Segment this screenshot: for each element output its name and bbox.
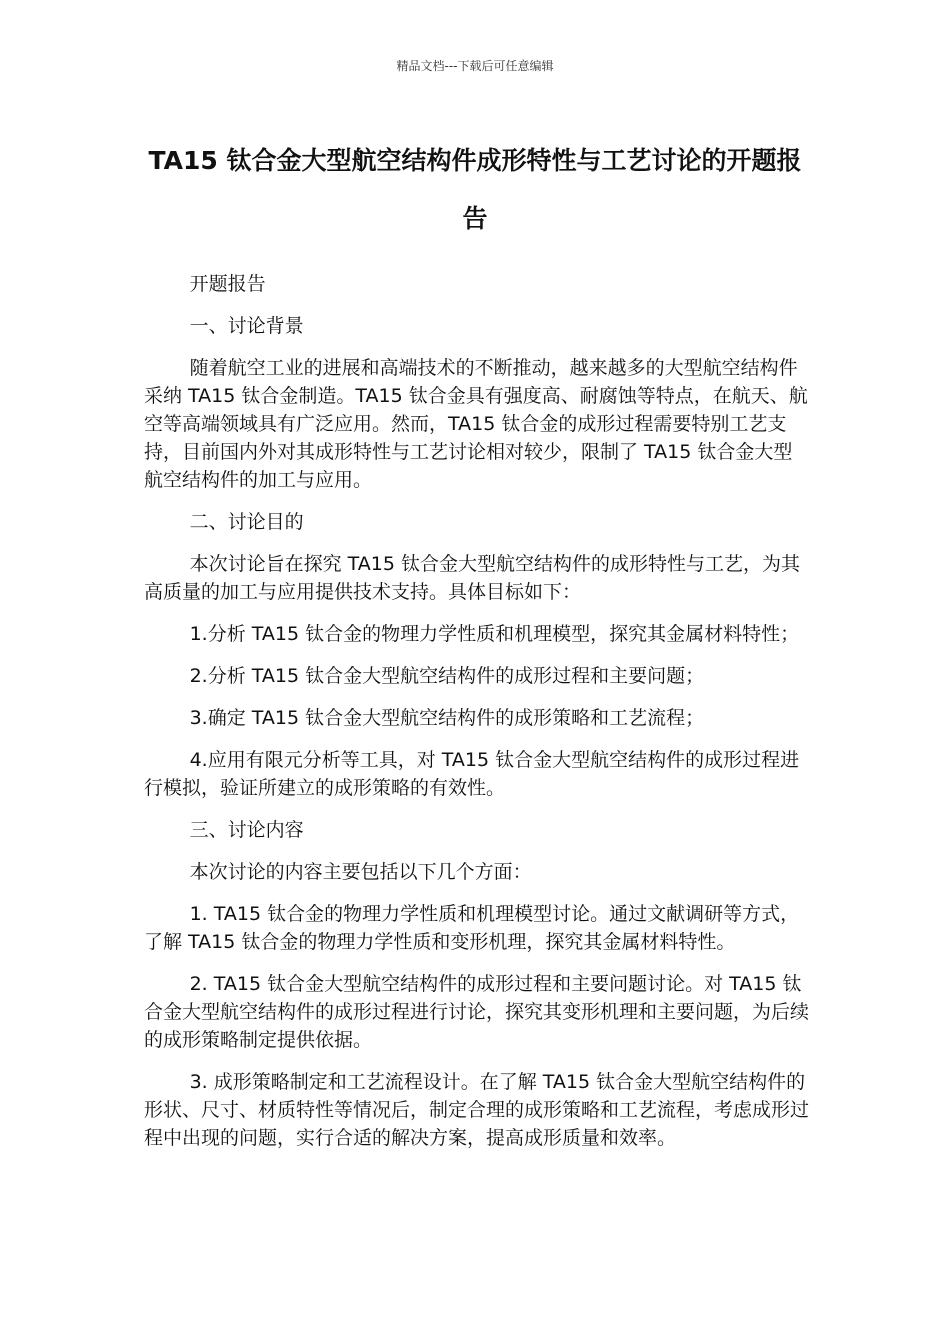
section-heading-content: 三、讨论内容 xyxy=(189,819,304,841)
document-body xyxy=(144,270,810,1166)
paragraph-report-label: 开题报告 xyxy=(189,273,266,295)
section-heading-background: 一、讨论背景 xyxy=(189,315,304,337)
list-item-content-2: 2. TA15 钛合金大型航空结构件的成形过程和主要问题讨论。对 TA15 钛合金大型航空结构件的成形过程进行讨论，探究其变形机理和主要问题，为后续的成形策略制定提供依据。 xyxy=(144,973,810,1051)
list-item-goal-1: 1.分析 TA15 钛合金的物理力学性质和机理模型，探究其金属材料特性； xyxy=(189,623,800,645)
paragraph-background: 随着航空工业的进展和高端技术的不断推动，越来越多的大型航空结构件采纳 TA15 钛合金制造。TA15 钛合金具有强度高、耐腐蚀等特点，在航天、航空等高端领域具有广泛应用。然而，TA15 钛合金的成形过程需要特别工艺支持，目前国内外对其成形特性与工艺讨论相对较少，限制了 TA15 钛合金大型航空结构件的加工与应用。 xyxy=(144,357,808,491)
paragraph-content-intro: 本次讨论的内容主要包括以下几个方面： xyxy=(189,861,532,883)
list-item-content-3: 3. 成形策略制定和工艺流程设计。在了解 TA15 钛合金大型航空结构件的形状、尺寸、材质特性等情况后，制定合理的成形策略和工艺流程，考虑成形过程中出现的问题，实行合适的解决方案，提高成形质量和效率。 xyxy=(144,1071,810,1149)
header-note: 精品文档---下载后可任意编辑 xyxy=(396,59,554,73)
list-item-goal-4: 4.应用有限元分析等工具，对 TA15 钛合金大型航空结构件的成形过程进行模拟，验证所建立的成形策略的有效性。 xyxy=(144,749,800,799)
section-heading-purpose: 二、讨论目的 xyxy=(189,511,304,533)
document-title: TA15 钛合金大型航空结构件成形特性与工艺讨论的开题报告 xyxy=(148,146,802,233)
list-item-content-1: 1. TA15 钛合金的物理力学性质和机理模型讨论。通过文献调研等方式，了解 TA15 钛合金的物理力学性质和变形机理，探究其金属材料特性。 xyxy=(144,903,800,953)
paragraph-purpose: 本次讨论旨在探究 TA15 钛合金大型航空结构件的成形特性与工艺，为其高质量的加工与应用提供技术支持。具体目标如下： xyxy=(144,553,800,603)
list-item-goal-3: 3.确定 TA15 钛合金大型航空结构件的成形策略和工艺流程； xyxy=(189,707,705,729)
list-item-goal-2: 2.分析 TA15 钛合金大型航空结构件的成形过程和主要问题； xyxy=(189,665,705,687)
